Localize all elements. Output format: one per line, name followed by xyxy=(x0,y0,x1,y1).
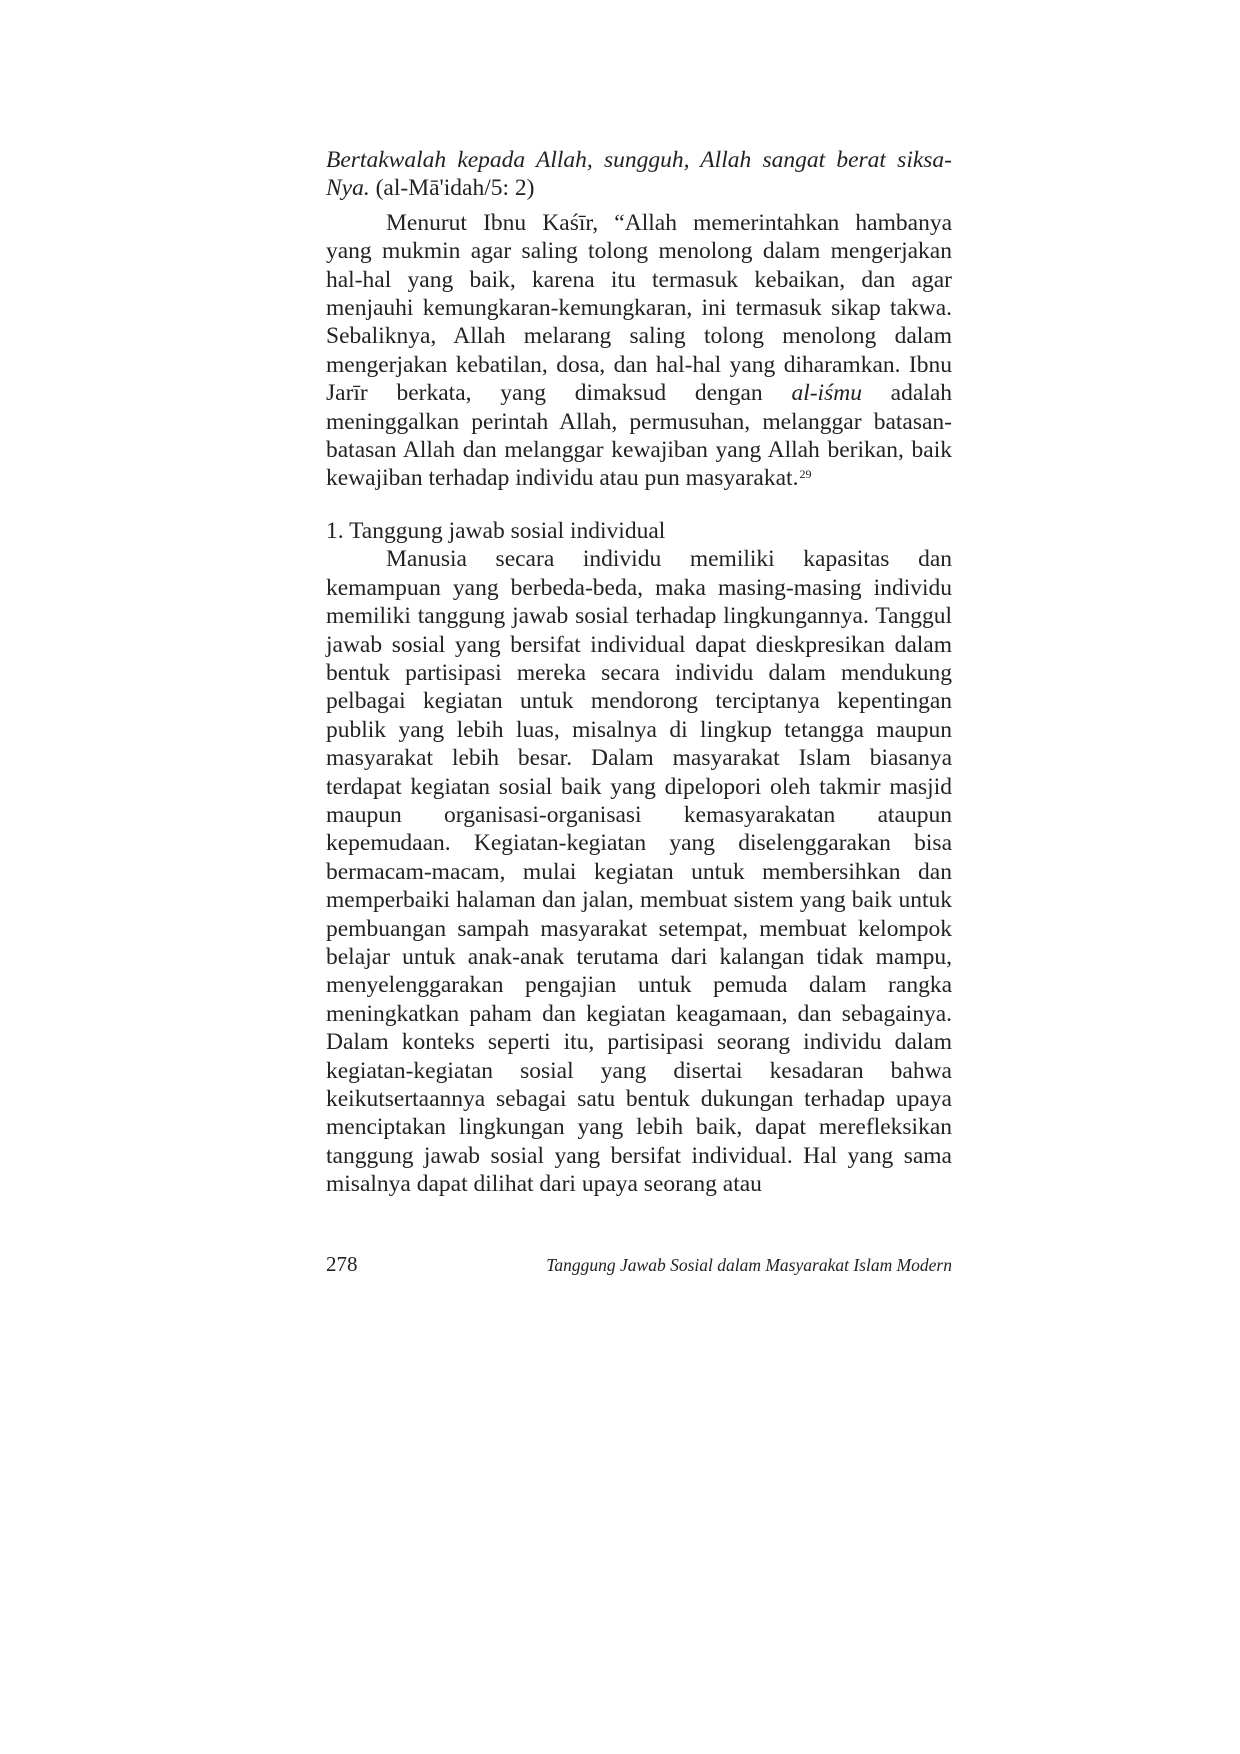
ibnu-kasir-paragraph xyxy=(326,209,952,493)
section-heading: 1. Tanggung jawab sosial individual xyxy=(326,517,666,544)
running-title: Tanggung Jawab Sosial dalam Masyarakat Islam Modern xyxy=(546,1255,952,1275)
section-body-paragraph: Manusia secara individu memiliki kapasitas dan kemampuan yang berbeda-beda, maka masing-masing individu memiliki tanggung jawab sosial terhadap lingkungannya. Tanggul jawab sosial yang bersifat individual dapat dieskpresikan dalam bentuk partisipasi mereka secara individu dalam mendukung pelbagai kegiatan untuk mendorong terciptanya kepentingan publik yang lebih luas, misalnya di lingkup tetangga maupun masyarakat lebih besar. Dalam masyarakat Islam biasanya terdapat kegiatan sosial baik yang dipelopori oleh takmir masjid maupun organisasi-organisasi kemasyarakatan ataupun kepemudaan. Kegiatan-kegiatan yang diselenggarakan bisa bermacam-macam, mulai kegiatan untuk membersihkan dan memperbaiki halaman dan jalan, membuat sistem yang baik untuk pembuangan sampah masyarakat setempat, membuat kelompok belajar untuk anak-anak terutama dari kalangan tidak mampu, menyelenggarakan pengajian untuk pemuda dalam rangka meningkatkan paham dan kegiatan keagamaan, dan sebagainya. Dalam konteks seperti itu, partisipasi seorang individu dalam kegiatan-kegiatan sosial yang disertai kesadaran bahwa keikutsertaannya sebagai satu bentuk dukungan terhadap upaya menciptakan lingkungan yang lebih baik, dapat merefleksikan tanggung jawab sosial yang bersifat individual. Hal yang sama misalnya dapat dilihat dari upaya seorang atau xyxy=(326,546,952,1198)
quote-paragraph xyxy=(326,146,952,203)
page-footer xyxy=(326,1252,952,1282)
italic-term: al-iśmu xyxy=(791,380,862,407)
quote-reference: (al-Mā'idah/5: 2) xyxy=(369,175,535,202)
page-body xyxy=(326,146,952,1199)
footnote-marker: 29 xyxy=(799,467,812,482)
section-gap xyxy=(326,493,952,517)
page-number: 278 xyxy=(326,1252,358,1276)
paragraph-text-end: adalah meninggalkan perintah Allah, permusuhan, melanggar batasan-batasan Allah dan melanggar kewajiban yang Allah berikan, baik kewajiban terhadap individu atau pun masyarakat. xyxy=(326,380,953,492)
quote-text: Bertakwalah kepada Allah, sungguh, Allah sangat berat siksa-Nya. xyxy=(326,147,952,202)
paragraph-text-start: Menurut Ibnu Kaśīr, “Allah memerintahkan hambanya yang mukmin agar saling tolong menolong dalam mengerjakan hal-hal yang baik, karena itu termasuk kebaikan, dan agar menjauhi kemungkaran-kemungkaran, ini termasuk sikap takwa. Sebaliknya, Allah melarang saling tolong menolong dalam mengerjakan kebatilan, dosa, dan hal-hal yang diharamkan. Ibnu Jarīr berkata, yang dimaksud dengan xyxy=(326,209,952,407)
